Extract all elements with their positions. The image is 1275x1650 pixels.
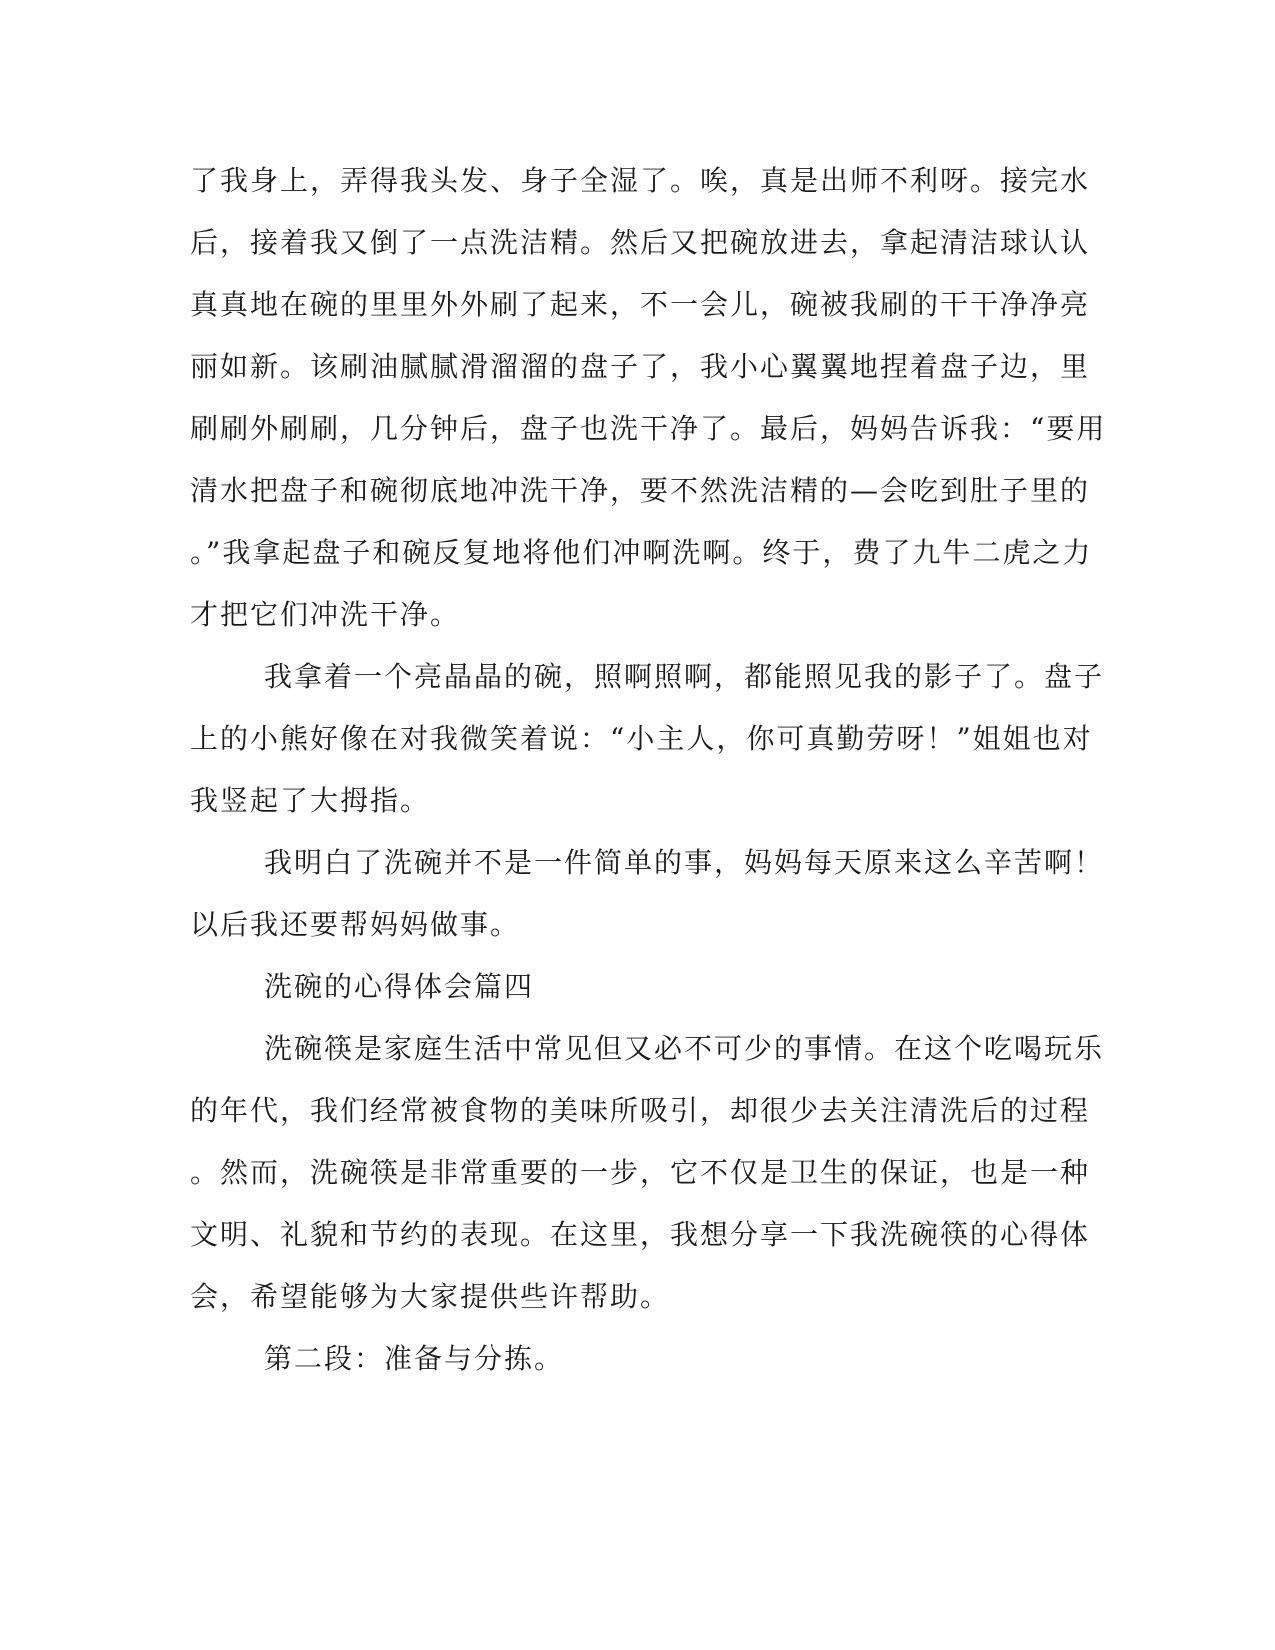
paragraph-line: 了我身上，弄得我头发、身子全湿了。唉，真是出师不利呀。接完水 (190, 164, 1091, 197)
paragraph-line: 刷刷外刷刷，几分钟后，盘子也洗干净了。最后，妈妈告诉我：“要用 (190, 412, 1107, 445)
paragraph-line: 我明白了洗碗并不是一件简单的事，妈妈每天原来这么辛苦啊！ (264, 846, 1105, 879)
paragraph-4 (190, 1018, 1105, 1328)
paragraph-1 (190, 150, 1107, 646)
paragraph-line: 上的小熊好像在对我微笑着说：“小主人，你可真勤劳呀！”姐姐也对 (190, 722, 1093, 755)
document-body (190, 150, 1107, 1390)
paragraph-line: 我拿着一个亮晶晶的碗，照啊照啊，都能照见我的影子了。盘子 (264, 660, 1105, 693)
paragraph-line: 丽如新。该刷油腻腻滑溜溜的盘子了，我小心翼翼地捏着盘子边，里 (190, 350, 1091, 383)
paragraph-line: 以后我还要帮妈妈做事。 (190, 908, 521, 941)
paragraph-line: 后，接着我又倒了一点洗洁精。然后又把碗放进去，拿起清洁球认认 (190, 226, 1091, 259)
paragraph-line: 才把它们冲洗干净。 (190, 598, 461, 631)
paragraph-line: 。”我拿起盘子和碗反复地将他们冲啊洗啊。终于，费了九牛二虎之力 (190, 536, 1093, 569)
paragraph-line: 真真地在碗的里里外外刷了起来，不一会儿，碗被我刷的干干净净亮 (190, 288, 1091, 321)
subheading: 第二段：准备与分拣。 (264, 1342, 565, 1375)
paragraph-3 (190, 832, 1105, 956)
paragraph-2 (190, 646, 1105, 832)
paragraph-line: 。然而，洗碗筷是非常重要的一步，它不仅是卫生的保证，也是一种 (190, 1156, 1091, 1189)
section-heading: 洗碗的心得体会篇四 (264, 970, 535, 1003)
paragraph-line: 清水把盘子和碗彻底地冲洗干净，要不然洗洁精的—会吃到肚子里的 (190, 474, 1091, 507)
paragraph-line: 会，希望能够为大家提供些许帮助。 (190, 1280, 671, 1313)
paragraph-line: 文明、礼貌和节约的表现。在这里，我想分享一下我洗碗筷的心得体 (190, 1218, 1091, 1251)
paragraph-line: 洗碗筷是家庭生活中常见但又必不可少的事情。在这个吃喝玩乐 (264, 1032, 1105, 1065)
paragraph-line: 的年代，我们经常被食物的美味所吸引，却很少去关注清洗后的过程 (190, 1094, 1091, 1127)
paragraph-line: 我竖起了大拇指。 (190, 784, 431, 817)
